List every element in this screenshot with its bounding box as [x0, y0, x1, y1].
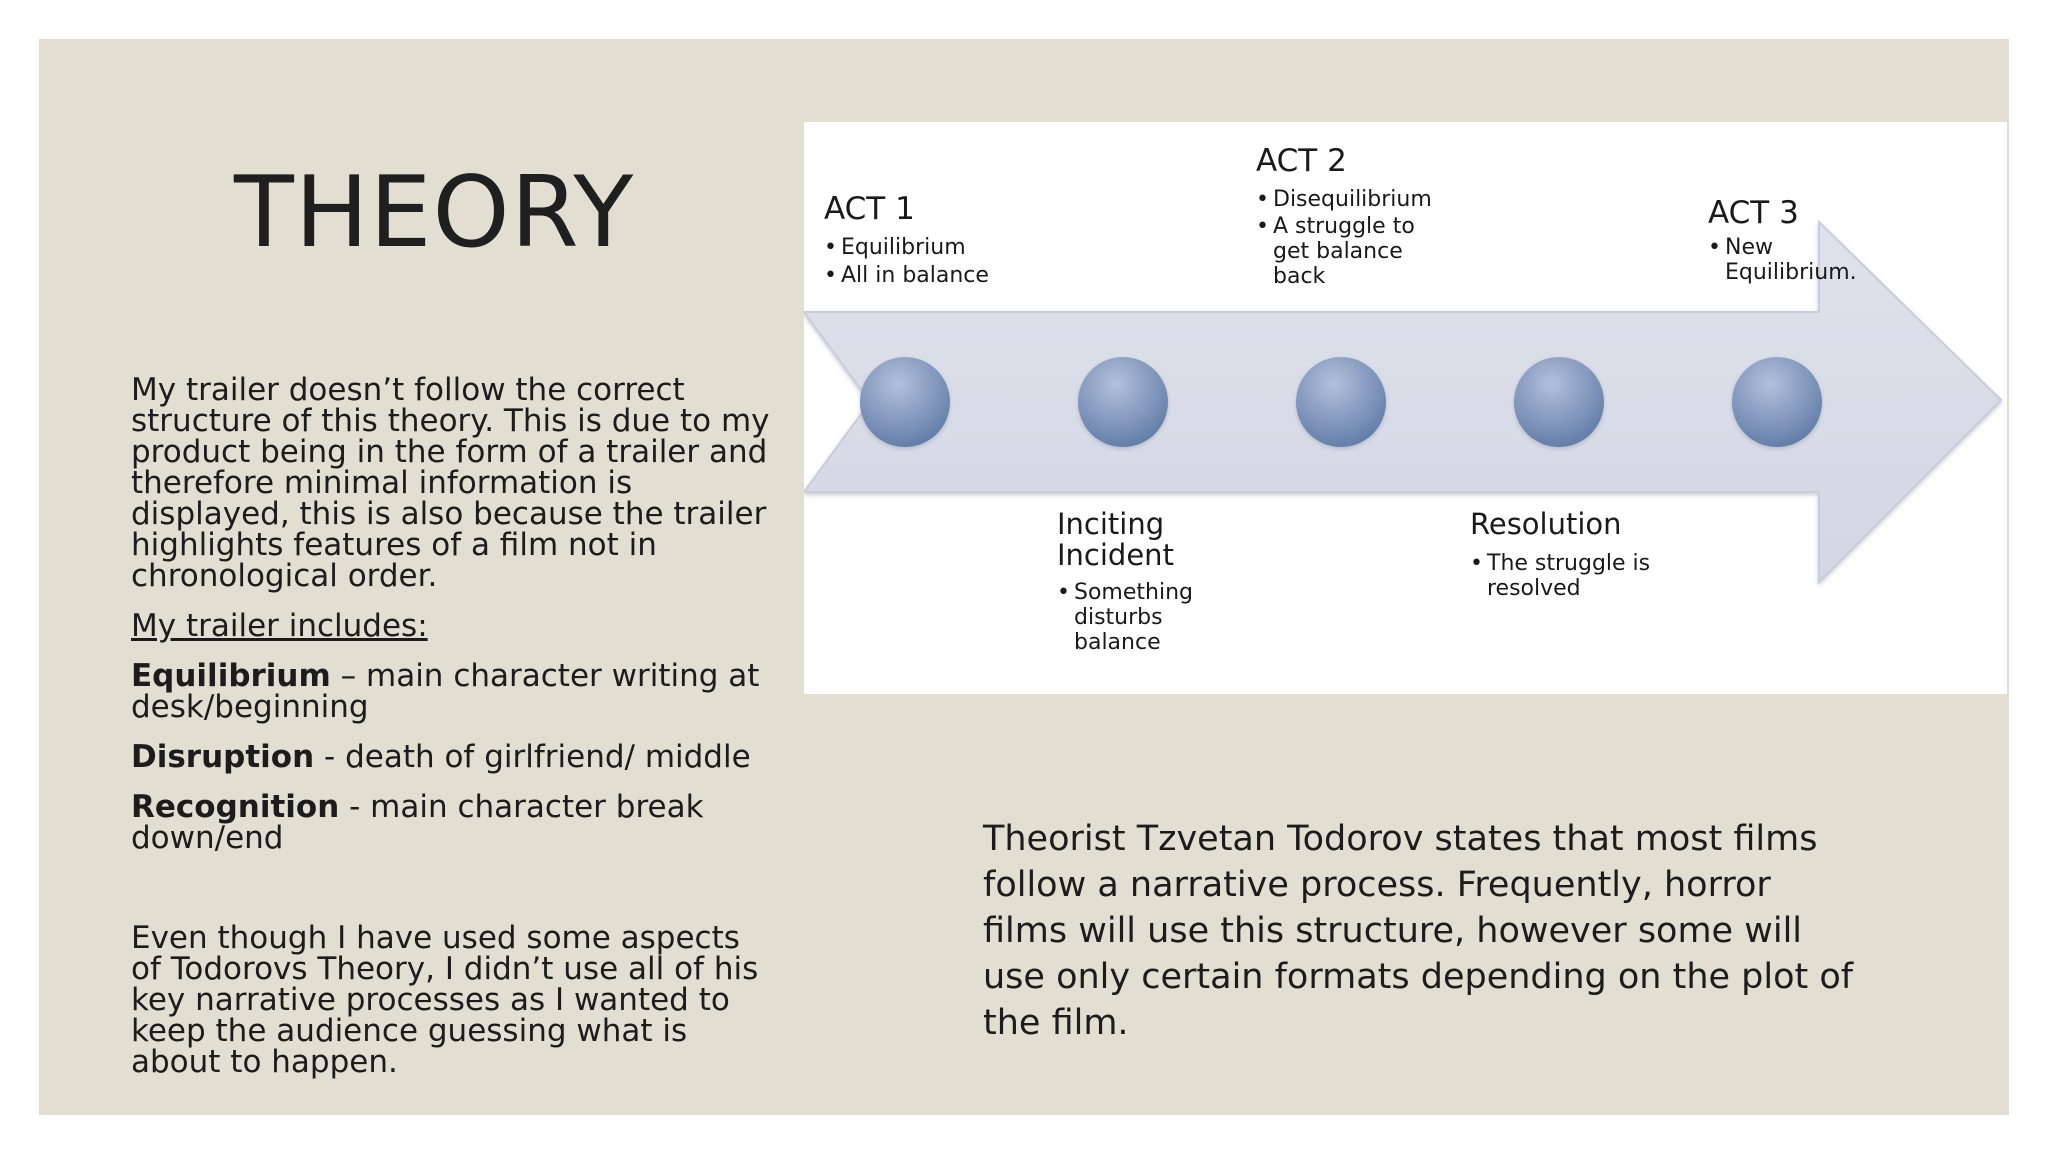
slide: [39, 39, 2009, 1115]
left-text-block: [131, 372, 771, 1097]
includes-heading: My trailer includes:: [131, 608, 428, 644]
timeline-node: [1732, 357, 1822, 447]
event-title: Inciting Incident: [1057, 507, 1174, 572]
resolution-label: [1470, 509, 1670, 601]
bullet-item: • All in balance: [824, 263, 1024, 288]
bullet-item: • Something disturbs balance: [1057, 580, 1207, 655]
narrative-diagram: [804, 122, 2007, 694]
inciting-incident-label: [1057, 509, 1207, 655]
act-title: ACT 2: [1256, 143, 1347, 179]
event-bullets: [1470, 551, 1670, 601]
act-bullets: [1708, 235, 1858, 285]
timeline-node: [1078, 357, 1168, 447]
include-item-equilibrium: [131, 658, 771, 725]
bullet-item: • New Equilibrium.: [1708, 235, 1858, 285]
act-title: ACT 3: [1708, 195, 1799, 231]
bullet-item: • The struggle is resolved: [1470, 551, 1670, 601]
include-desc: - main character break down/end: [131, 789, 704, 856]
include-item-recognition: [131, 789, 771, 856]
act-1-label: [824, 192, 1024, 288]
include-item-disruption: [131, 739, 771, 775]
todorov-summary: Theorist Tzvetan Todorov states that most films follow a narrative process. Frequently, horror films will use this structure, however some will use only certain formats depending on the plot of the film.: [983, 819, 1854, 1043]
act-bullets: [1256, 187, 1446, 289]
timeline-node: [1296, 357, 1386, 447]
include-term: Equilibrium: [131, 658, 331, 694]
act-bullets: [824, 235, 1024, 288]
event-title: Resolution: [1470, 507, 1622, 541]
spacer: [131, 873, 771, 923]
act-2-label: [1256, 144, 1446, 289]
act-title: ACT 1: [824, 191, 915, 227]
include-term: Recognition: [131, 789, 340, 825]
intro-paragraph: My trailer doesn’t follow the correct structure of this theory. This is due to my product being in the form of a trailer and therefore minimal information is displayed, this is also because the trailer highlights features of a film not in chronological order.: [131, 372, 770, 594]
bullet-item: • Disequilibrium: [1256, 187, 1446, 212]
bullet-item: • Equilibrium: [824, 235, 1024, 260]
include-desc: - death of girlfriend/ middle: [314, 739, 751, 775]
include-term: Disruption: [131, 739, 315, 775]
timeline-node: [860, 357, 950, 447]
timeline-node: [1514, 357, 1604, 447]
bullet-item: • A struggle to get balance back: [1256, 214, 1446, 289]
act-3-label: [1708, 196, 1858, 285]
conclusion-paragraph: Even though I have used some aspects of Todorovs Theory, I didn’t use all of his key narrative processes as I wanted to keep the audience guessing what is about to happen.: [131, 920, 759, 1080]
slide-title: THEORY: [234, 156, 635, 270]
event-bullets: [1057, 580, 1207, 655]
include-desc: – main character writing at desk/beginning: [131, 658, 760, 725]
